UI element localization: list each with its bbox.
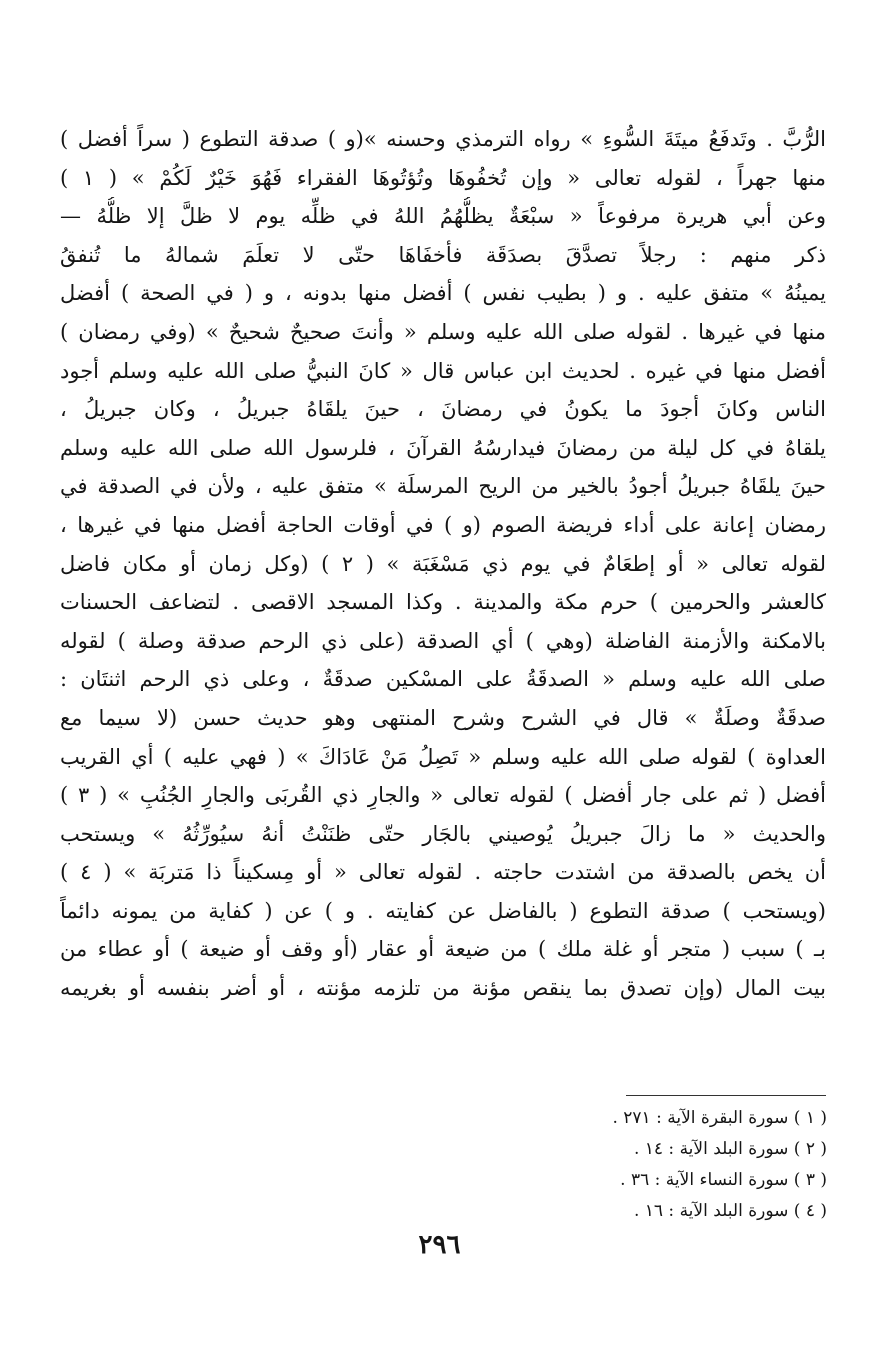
main-text (60, 120, 826, 1008)
text-line: لقوله تعالى « أو إطعَامٌ في يوم ذي مَسْغَبَة » ( ٢ ) (وكل زمان أو مكان فاضل (60, 551, 826, 576)
text-line: صدقَةٌ وصلَةٌ » قال في الشرح وشرح المنتهى وهو حديث حسن (لا سيما مع (60, 705, 826, 730)
text-line: الناس وكانَ أجودَ ما يكونُ في رمضانَ ، حينَ يلقَاهُ جبريلُ ، وكان جبريلُ ، (60, 397, 826, 422)
text-line: (ويستحب ) صدقة التطوع ( بالفاضل عن كفايته . و ) عن ( كفاية من يمونه دائماً (60, 898, 826, 923)
footnotes (407, 1103, 827, 1227)
text-line: أفضل ( ثم على جار أفضل ) لقوله تعالى « والجارِ ذي القُربَى والجارِ الجُنُبِ » ( ٣ ) (60, 783, 826, 808)
text-line: كالعشر والحرمين ) حرم مكة والمدينة . وكذا المسجد الاقصى . لتضاعف الحسنات (60, 590, 826, 615)
footnote-4: ( ٤ ) سورة البلد الآية : ١٦ . (633, 1201, 827, 1221)
text-line: يلقاهُ في كل ليلة من رمضانَ فيدارسُهُ القرآنَ ، فلرسول الله صلى الله عليه وسلم (60, 435, 826, 460)
text-line: منها جهراً ، لقوله تعالى « وإن تُخفُوهَا وتُؤتُوهَا الفقراء فَهُوَ خَيْرٌ لَكُمْ » ( ١ ) (60, 165, 826, 190)
text-line: أفضل منها في غيره . لحديث ابن عباس قال « كانَ النبيُّ صلى الله عليه وسلم أجود (60, 358, 826, 383)
text-line: رمضان إعانة على أداء فريضة الصوم (و ) في أوقات الحاجة أفضل منها في غيرها ، (60, 512, 826, 537)
text-line: الرُّبَّ . وتَدفَعُ ميتَةَ السُّوءِ » رواه الترمذي وحسنه »(و ) صدقة التطوع ( سراً أفضل ) (60, 127, 826, 151)
text-line: وعن أبي هريرة مرفوعاً « سبْعَةٌ يظلُّهُمُ اللهُ في ظلِّه يوم لا ظلَّ إلا ظلُّهُ — (60, 204, 826, 229)
text-line: ذكر منهم : رجلاً تصدَّقَ بصدَقَة فأخفَاهَا حتّى لا تعلَمَ شمالهُ ما تُنفقُ (60, 242, 826, 267)
text-line: بـ ) سبب ( متجر أو غلة ملك ) من ضيعة أو عقار (أو وقف أو ضيعة ) أو عطاء من (60, 937, 826, 962)
text-line: أن يخص بالصدقة من اشتدت حاجته . لقوله تعالى « أو مِسكيناً ذا مَتربَة » ( ٤ ) (60, 860, 826, 885)
text-line: بيت المال (وإن تصدق بما ينقص مؤنة من تلزمه مؤنته ، أو أضر بنفسه أو بغريمه (60, 976, 826, 1001)
text-line: منها في غيرها . لقوله صلى الله عليه وسلم « وأنتَ صحيحٌ شحيحٌ » (وفي رمضان ) (60, 319, 826, 344)
text-line: حينَ يلقَاهُ جبريلُ أجودُ بالخير من الريح المرسلَة » متفق عليه ، ولأن في الصدقة في (60, 474, 826, 499)
text-line: والحديث « ما زالَ جبريلُ يُوصيني بالجَار حتّى ظنَنْتُ أنهُ سيُورِّثُهُ » ويستحب (60, 821, 826, 846)
footnote-divider (626, 1095, 826, 1096)
text-line: صلى الله عليه وسلم « الصدقَةُ على المسْكين صدقَةٌ ، وعلى ذي الرحم اثنتَان : (60, 667, 826, 692)
footnote-1: ( ١ ) سورة البقرة الآية : ٢٧١ . (612, 1108, 827, 1128)
text-line: يمينُهُ » متفق عليه . و ( بطيب نفس ) أفضل منها بدونه ، و ( في الصحة ) أفضل (60, 281, 826, 306)
footnote-3: ( ٣ ) سورة النساء الآية : ٣٦ . (620, 1170, 827, 1190)
footnote-2: ( ٢ ) سورة البلد الآية : ١٤ . (633, 1139, 827, 1159)
text-line: بالامكنة والأزمنة الفاضلة (وهي ) أي الصدقة (على ذي الرحم صدقة وصلة ) لقوله (60, 628, 826, 653)
page-number: ٢٩٦ (418, 1230, 461, 1260)
text-line: العداوة ) لقوله صلى الله عليه وسلم « تَصِلُ مَنْ عَادَاكَ » ( فهي عليه ) أي القريب (60, 744, 826, 769)
